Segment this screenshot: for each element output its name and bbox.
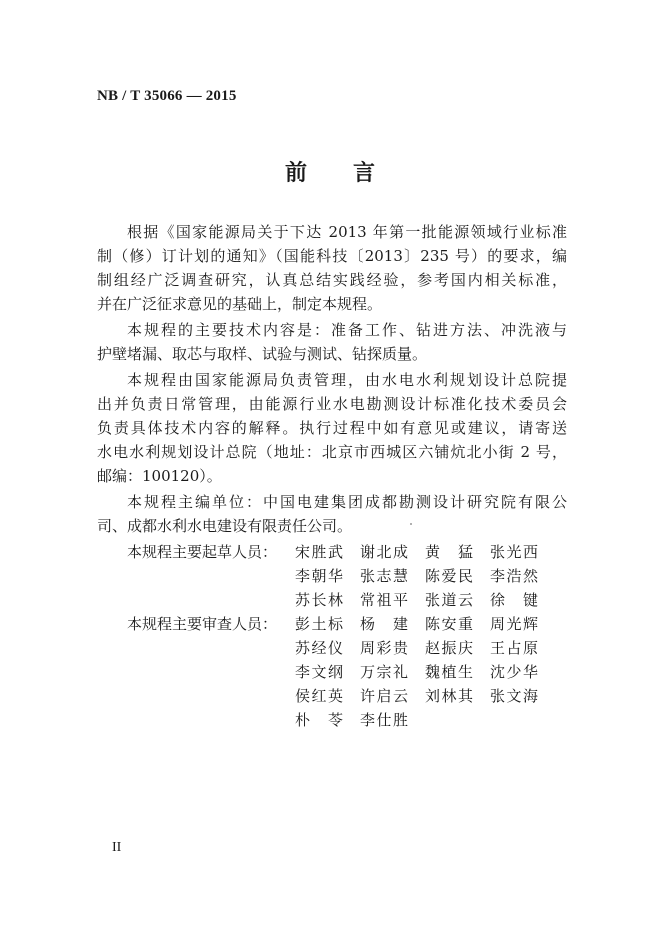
page-number: II <box>112 840 122 855</box>
reviewer-name: 李文纲 <box>295 663 343 681</box>
reviewer-name: 陈安重 <box>425 615 473 633</box>
drafters-role: 本规程主要起草人员： <box>127 543 278 561</box>
paragraph-line: 邮编：100120）。 <box>97 467 222 485</box>
paragraph-management <box>97 368 567 488</box>
page-title-left: 前 <box>284 161 309 186</box>
paragraph-line: 制组经广泛调查研究，认真总结实践经验，参考国内相关标准， <box>97 271 567 289</box>
reviewer-name: 许启云 <box>360 687 408 705</box>
paragraph-line: 本规程的主要技术内容是：准备工作、钻进方法、冲洗液与 <box>127 321 567 339</box>
reviewer-name: 彭土标 <box>295 615 343 633</box>
drafter-name: 黄 猛 <box>425 543 473 561</box>
paragraph-line: 护壁堵漏、取芯与取样、试验与测试、钻探质量。 <box>97 345 428 363</box>
reviewer-name: 李仕胜 <box>360 711 408 729</box>
paragraph-line: 本规程由国家能源局负责管理，由水电水利规划设计总院提 <box>127 371 567 389</box>
drafter-name: 宋胜武 <box>295 543 343 561</box>
reviewer-name: 沈少华 <box>490 663 538 681</box>
reviewers-role: 本规程主要审查人员： <box>127 615 278 633</box>
reviewer-name: 周彩贵 <box>360 639 408 657</box>
page-title <box>0 156 662 187</box>
drafter-name: 李浩然 <box>490 567 538 585</box>
drafter-name: 陈爱民 <box>425 567 473 585</box>
paragraph-line: 出并负责日常管理，由能源行业水电勘测设计标准化技术委员会 <box>97 395 567 413</box>
paragraph-line: 制（修）订计划的通知》（国能科技〔2013〕235 号）的要求，编 <box>97 247 567 265</box>
paragraph-line: 根据《国家能源局关于下达 2013 年第一批能源领域行业标准 <box>127 223 567 241</box>
drafter-name: 常祖平 <box>360 591 408 609</box>
drafter-name: 谢北成 <box>360 543 408 561</box>
drafters-list <box>127 540 555 612</box>
scan-speck <box>410 523 412 525</box>
drafter-name: 苏长林 <box>295 591 343 609</box>
reviewer-name: 王占原 <box>490 639 538 657</box>
paragraph-line: 本规程主编单位：中国电建集团成都勘测设计研究院有限公 <box>127 493 567 511</box>
reviewer-name: 张文海 <box>490 687 538 705</box>
paragraph-line: 并在广泛征求意见的基础上，制定本规程。 <box>97 295 383 313</box>
drafter-name: 徐 键 <box>490 591 538 609</box>
paragraph-line: 水电水利规划设计总院（地址：北京市西城区六铺炕北小街 2 号， <box>97 443 567 461</box>
reviewer-name: 魏植生 <box>425 663 473 681</box>
reviewers-list <box>127 612 555 732</box>
drafter-name: 张道云 <box>425 591 473 609</box>
drafter-name: 张光西 <box>490 543 538 561</box>
paragraph-line: 司、成都水利水电建设有限责任公司。 <box>97 517 353 535</box>
paragraph-chief-units <box>97 490 567 538</box>
reviewer-name: 赵振庆 <box>425 639 473 657</box>
drafter-name: 张志慧 <box>360 567 408 585</box>
reviewer-name: 朴 苓 <box>295 711 343 729</box>
reviewer-name: 周光辉 <box>490 615 538 633</box>
paragraph-content <box>97 318 567 366</box>
reviewer-name: 苏经仪 <box>295 639 343 657</box>
drafter-name: 李朝华 <box>295 567 343 585</box>
paragraph-line: 负责具体技术内容的解释。执行过程中如有意见或建议，请寄送 <box>97 419 567 437</box>
reviewer-name: 刘林其 <box>425 687 473 705</box>
reviewer-name: 侯红英 <box>295 687 343 705</box>
page-title-right: 言 <box>353 161 378 186</box>
paragraph-basis <box>97 220 567 316</box>
document-code: NB / T 35066 — 2015 <box>97 88 237 104</box>
reviewer-name: 杨 建 <box>360 615 408 633</box>
reviewer-name: 万宗礼 <box>360 663 408 681</box>
